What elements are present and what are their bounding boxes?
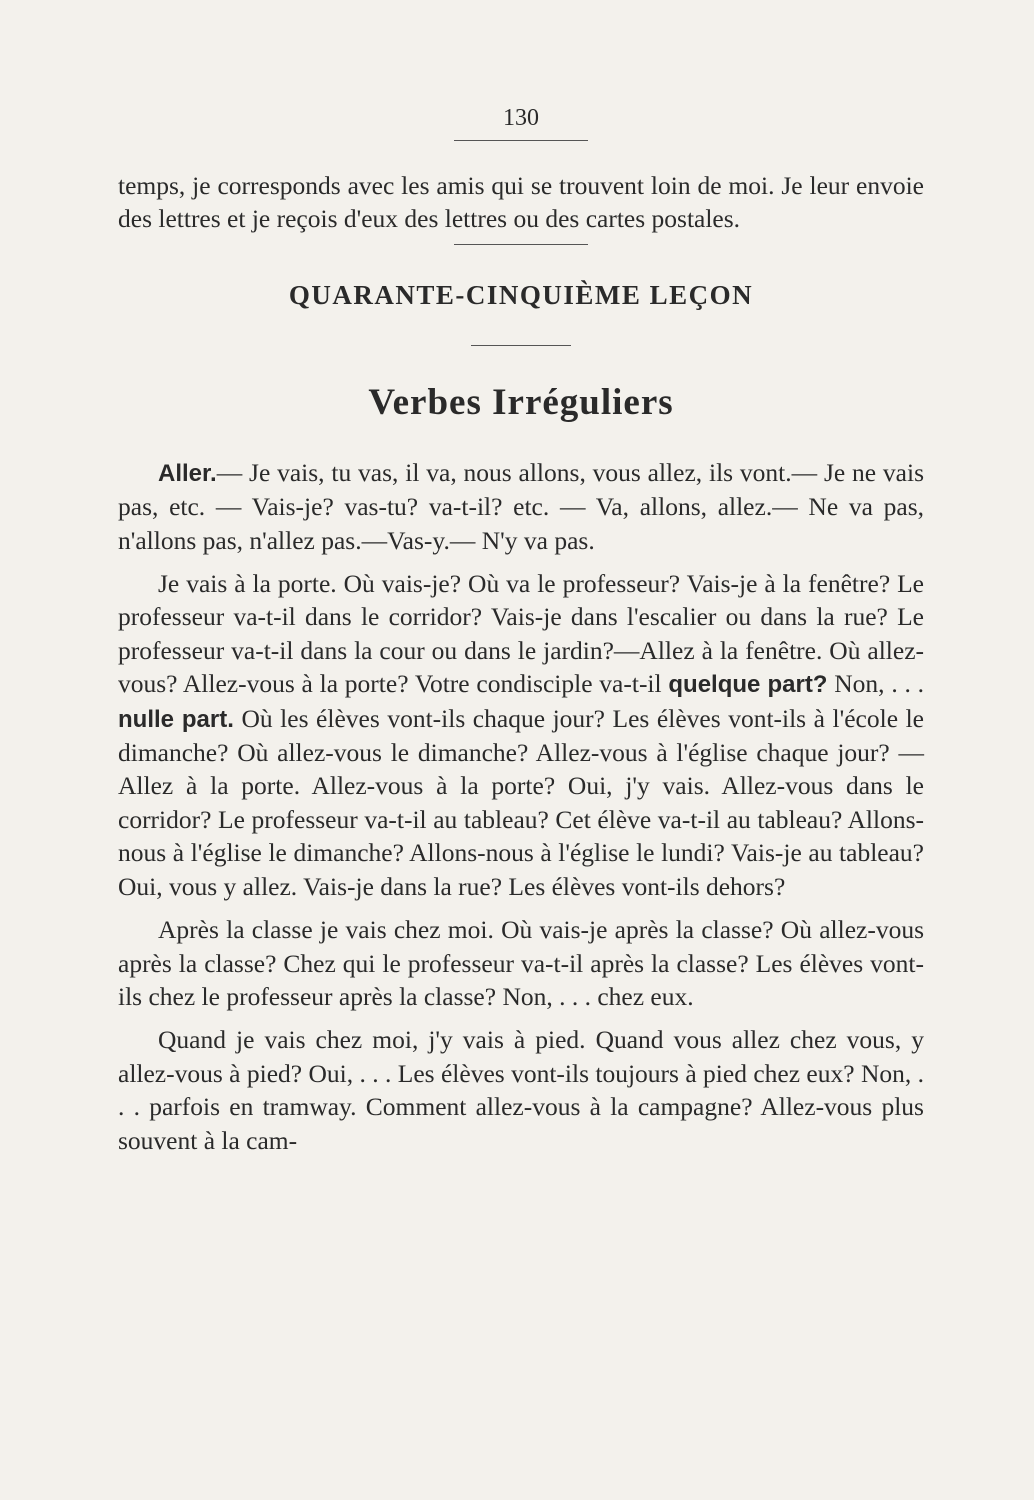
paragraph-after-class: Après la classe je vais chez moi. Où vais-je après la classe? Où allez-vous après la classe? Chez qui le professeur va-t-il après la classe? Les élèves vont-ils chez le professeur après la classe? Non, . . . chez eux. — [118, 915, 924, 1011]
page-number: 130 — [503, 105, 539, 131]
bold-phrase: nulle part. — [118, 705, 234, 733]
paragraph-aller — [118, 456, 924, 557]
paragraph-lead: Aller. — [158, 459, 217, 487]
header-rule — [454, 140, 588, 141]
paragraph-text: Non, . . . — [827, 669, 924, 699]
paragraph-on-foot: Quand je vais chez moi, j'y vais à pied. Quand vous allez chez vous, y allez-vous à pied? Oui, . . . Les élèves vont-ils toujours à pied chez eux? Non, . . . parfois en tramway. Comment allez-vous à la campagne? Allez-vous plus souvent à la cam- — [118, 1025, 924, 1155]
paragraph-text: — Je vais, tu vas, il va, nous allons, vous allez, ils vont.— Je ne vais pas, etc. — Vais-je? vas-tu? va-t-il? etc. — Va, allons, allez.— Ne va pas, n'allons pas, n'allez pas.—Vas-y.— N'y va pas. — [118, 457, 924, 555]
section-divider — [454, 244, 588, 245]
book-page — [118, 100, 924, 1157]
paragraph-exercise — [118, 567, 924, 903]
section-title: Verbes Irréguliers — [368, 381, 674, 423]
lesson-title: QUARANTE-CINQUIÈME LEÇON — [288, 279, 754, 310]
title-divider — [471, 345, 571, 346]
paragraph-text: Je vais à la porte. Où vais-je? Où va le professeur? Vais-je à la fenêtre? Le professeur va-t-il dans le corridor? Vais-je dans l'escalier ou dans la rue? Le professeur va-t-il dans la cour ou dans le jardin?—Allez à la fenêtre. Où allez-vous? Allez-vous à la porte? Votre condisciple va-t-il — [118, 569, 924, 699]
bold-phrase: quelque part? — [668, 671, 828, 699]
intro-paragraph: temps, je corresponds avec les amis qui se trouvent loin de moi. Je leur envoie des lettres et je reçois d'eux des lettres ou des cartes postales. — [118, 171, 924, 234]
paragraph-text: Où les élèves vont-ils chaque jour? Les élèves vont-ils à l'école le dimanche? Où allez-vous le dimanche? Allez-vous à l'église chaque jour? — Allez à la porte. Allez-vous à la porte? Oui, j'y vais. Allez-vous dans le corridor? Le professeur va-t-il au tableau? Cet élève va-t-il au tableau? Allons-nous à l'église le dimanche? Allons-nous à l'église le lundi? Vais-je au tableau? Oui, vous y allez. Vais-je dans la rue? Les élèves vont-ils dehors? — [118, 703, 924, 901]
